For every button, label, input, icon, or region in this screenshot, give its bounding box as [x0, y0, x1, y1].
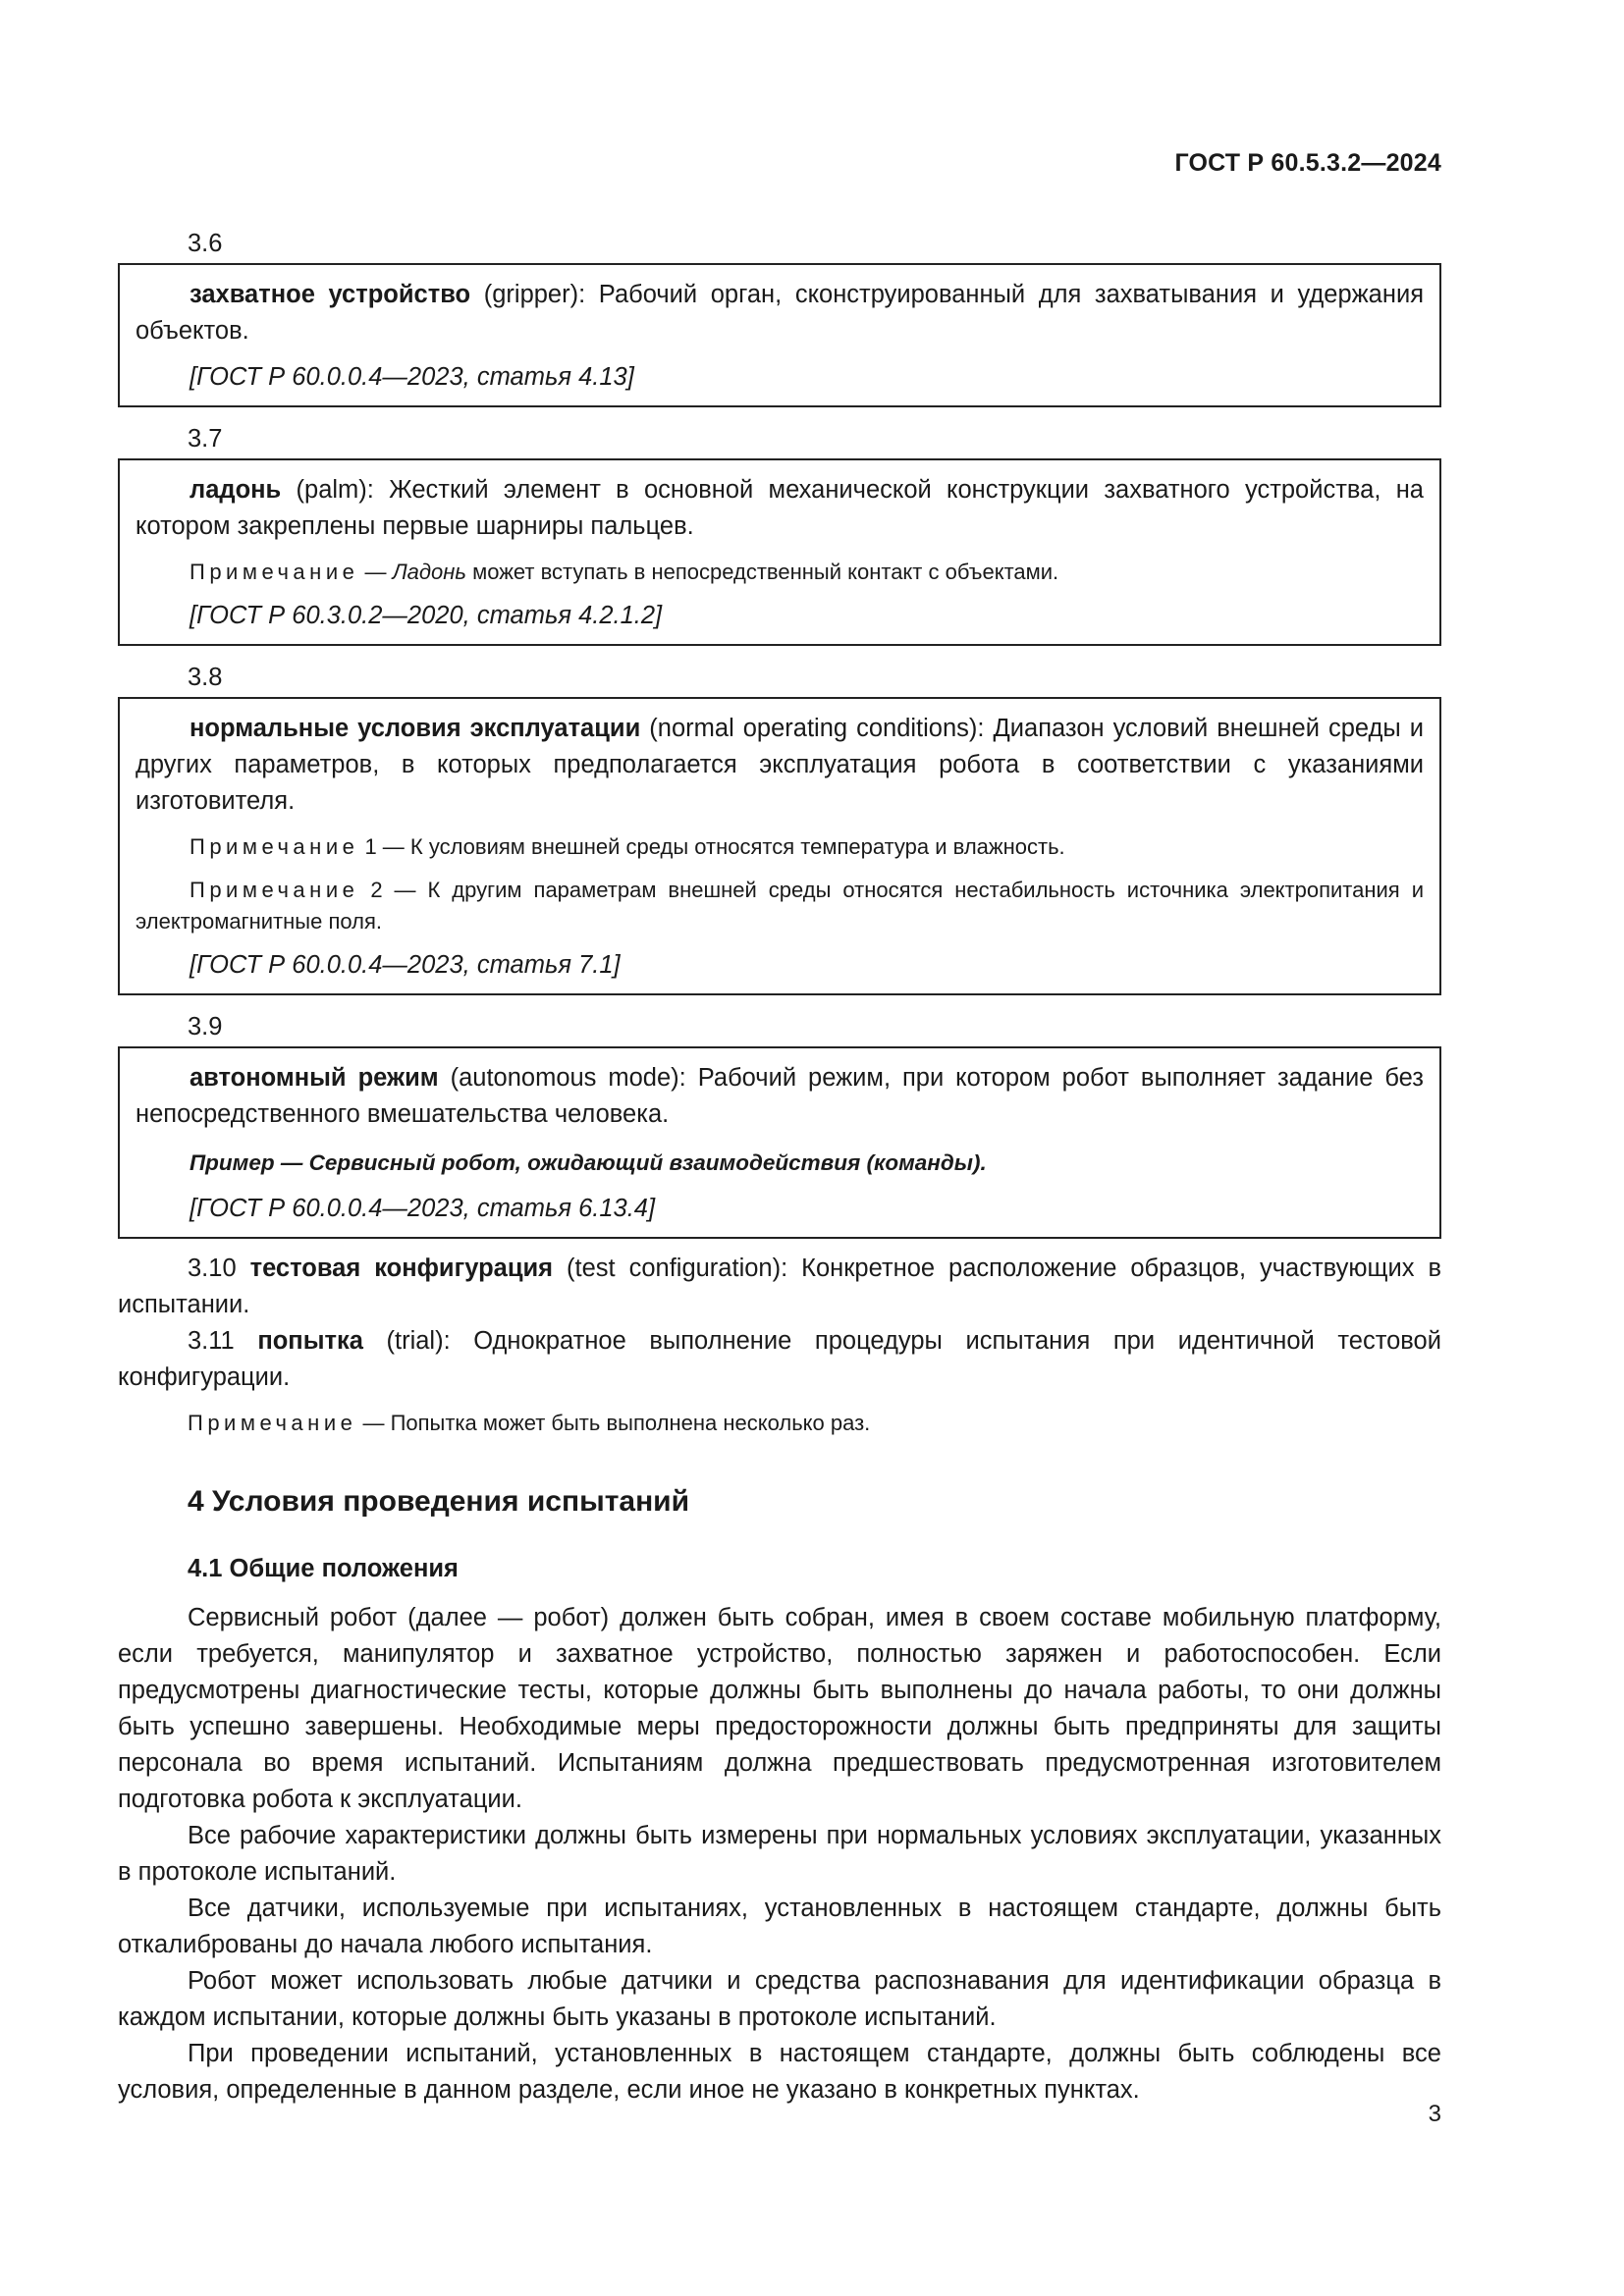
- page-content: [118, 224, 1441, 2109]
- document-code: ГОСТ Р 60.5.3.2—2024: [1174, 149, 1441, 177]
- term-example: Пример — Сервисный робот, ожидающий взаимодействия (команды).: [189, 1150, 987, 1175]
- term-source: [ГОСТ Р 60.0.0.4—2023, статья 6.13.4]: [189, 1195, 656, 1222]
- term-note: [135, 557, 1424, 588]
- term-name: тестовая конфигурация: [249, 1255, 554, 1282]
- note-text: 2 — К другим параметрам внешней среды относятся нестабильность источника электропитания и электромагнитные поля.: [135, 878, 1424, 934]
- term-box-gripper: [118, 263, 1441, 407]
- term-source: [ГОСТ Р 60.3.0.2—2020, статья 4.2.1.2]: [189, 602, 663, 629]
- section-title: 4 Условия проведения испытаний: [188, 1485, 690, 1518]
- term-box-autonomous-mode: [118, 1046, 1441, 1239]
- term-name: захватное устройство: [189, 281, 471, 308]
- term-box-normal-conditions: [118, 697, 1441, 995]
- term-def-text: Жесткий элемент в основной механической конструкции захватного устройства, на котором закреплены первые шарниры пальцев.: [135, 476, 1424, 540]
- body-paragraph: Все датчики, используемые при испытаниях, установленных в настоящем стандарте, должны быть откалиброваны до начала любого испытания.: [118, 1895, 1441, 1958]
- body-paragraph: Сервисный робот (далее — робот) должен быть собран, имея в своем составе мобильную платформу, если требуется, манипулятор и захватное устройство, полностью заряжен и работоспособен. Если предусмотрены диагностические тесты, которые должны быть выполнены до начала работы, то они должны быть успешно завершены. Необходимые меры предосторожности должны быть предприняты для защиты персонала во время испытаний. Испытаниям должна предшествовать предусмотренная изготовителем подготовка робота к эксплуатации.: [118, 1604, 1441, 1813]
- term-english: (gripper):: [470, 281, 586, 308]
- note-label: Примечание: [189, 834, 359, 859]
- page-number: 3: [1428, 2101, 1441, 2127]
- term-definition: [135, 472, 1424, 545]
- term-definition: [135, 711, 1424, 820]
- term-source: [ГОСТ Р 60.0.0.4—2023, статья 7.1]: [189, 951, 621, 979]
- term-number: 3.9: [188, 1013, 223, 1041]
- term-number: 3.7: [188, 425, 223, 453]
- note-italic: Ладонь: [392, 560, 466, 584]
- term-def-text: Диапазон условий внешней среды и других параметров, в которых предполагается эксплуатация робота в соответствии с указаниями изготовителя.: [135, 715, 1425, 815]
- term-english: (palm):: [281, 476, 374, 504]
- term-def-text: Однократное выполнение процедуры испытания при идентичной тестовой конфигурации.: [118, 1327, 1441, 1391]
- term-note: [118, 1408, 1441, 1439]
- term-box-palm: [118, 458, 1441, 646]
- term-number: 3.8: [188, 664, 223, 691]
- term-name: попытка: [257, 1327, 363, 1355]
- note-dash: —: [358, 560, 393, 584]
- term-number: 3.6: [188, 230, 223, 257]
- body-paragraph: Робот может использовать любые датчики и средства распознавания для идентификации образца в каждом испытании, которые должны быть указаны в протоколе испытаний.: [118, 1967, 1441, 2031]
- term-name: нормальные условия эксплуатации: [189, 715, 641, 742]
- body-paragraph: Все рабочие характеристики должны быть измерены при нормальных условиях эксплуатации, указанных в протоколе испытаний.: [118, 1822, 1441, 1886]
- body-paragraph: При проведении испытаний, установленных в настоящем стандарте, должны быть соблюдены все условия, определенные в данном разделе, если иное не указано в конкретных пунктах.: [118, 2040, 1441, 2104]
- term-def-text: Рабочий орган, сконструированный для захватывания и удержания объектов.: [135, 281, 1425, 345]
- term-number: 3.11: [188, 1327, 258, 1355]
- note-label: Примечание: [189, 560, 359, 584]
- term-english: (autonomous mode):: [438, 1064, 686, 1092]
- note-label: Примечание: [189, 878, 359, 902]
- term-english: (test configuration):: [553, 1255, 788, 1282]
- term-name: ладонь: [189, 476, 282, 504]
- subsection-title: 4.1 Общие положения: [188, 1555, 459, 1582]
- term-note-1: [135, 831, 1424, 863]
- term-def-text: Рабочий режим, при котором робот выполняет задание без непосредственного вмешательства человека.: [135, 1064, 1424, 1128]
- term-def-text: Конкретное расположение образцов, участвующих в испытании.: [118, 1255, 1441, 1318]
- term-english: (trial):: [362, 1327, 451, 1355]
- term-test-configuration: [118, 1251, 1441, 1323]
- note-text: может вступать в непосредственный контакт с объектами.: [465, 560, 1059, 584]
- note-text: 1 — К условиям внешней среды относятся температура и влажность.: [358, 834, 1065, 859]
- term-note-2: [135, 875, 1424, 937]
- term-trial: [118, 1323, 1441, 1396]
- term-english: (normal operating conditions):: [640, 715, 985, 742]
- term-source: [ГОСТ Р 60.0.0.4—2023, статья 4.13]: [189, 363, 634, 391]
- term-name: автономный режим: [189, 1064, 439, 1092]
- term-number: 3.10: [188, 1255, 250, 1282]
- note-label: Примечание: [188, 1411, 357, 1435]
- term-definition: [135, 1060, 1424, 1133]
- term-definition: [135, 277, 1424, 349]
- note-text: — Попытка может быть выполнена несколько раз.: [356, 1411, 871, 1435]
